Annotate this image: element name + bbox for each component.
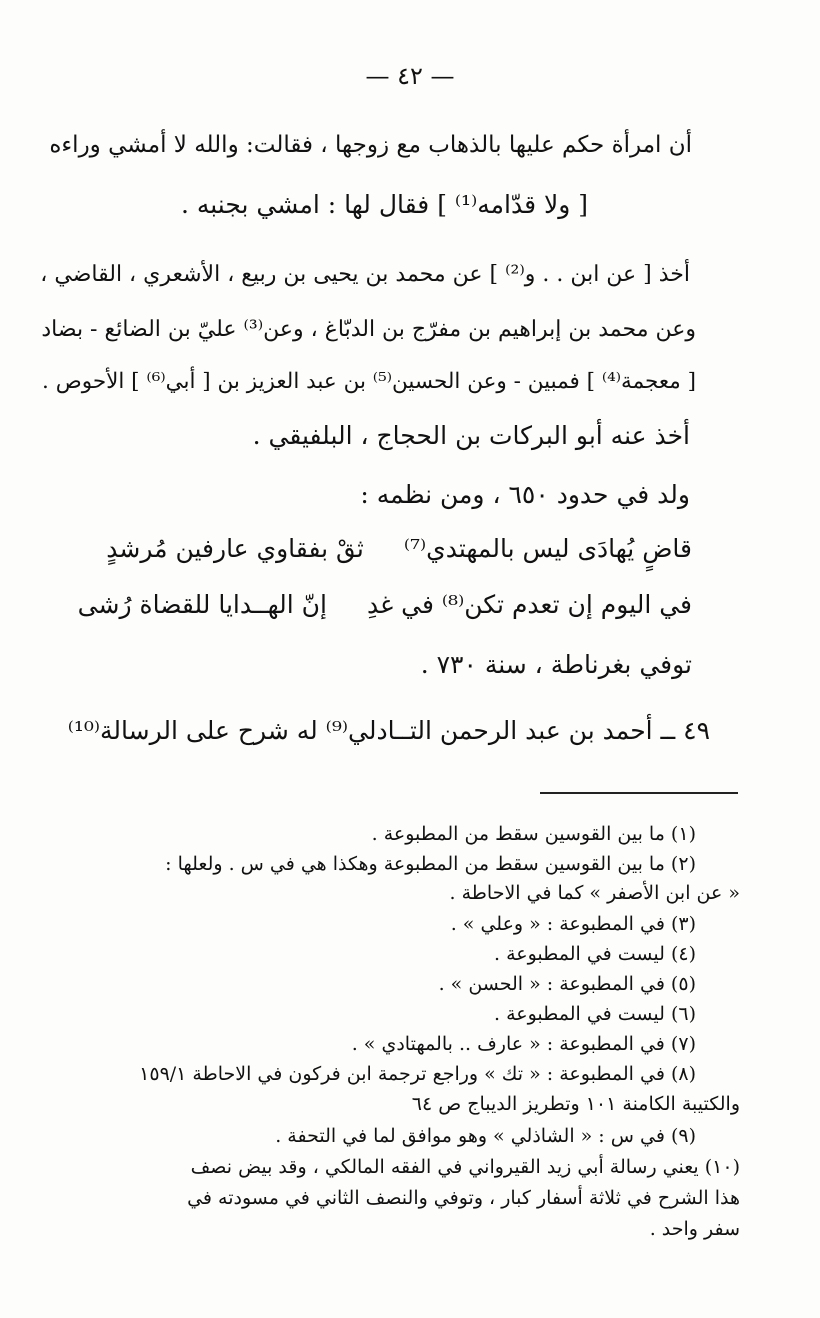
footnote-line: (١٠) يعني رسالة أبي زيد القيرواني في الفقه المالكي ، وقد بيض نصف [190, 1156, 740, 1178]
page-number: — ٤٢ — [365, 62, 455, 90]
text-line: [ ولا قدّامه⁽¹⁾ ] فقال لها : امشي بجنبه . [180, 190, 588, 219]
footnote-line: هذا الشرح في ثلاثة أسفار كبار ، وتوفي والنصف الثاني في مسودته في [187, 1187, 740, 1209]
footnote-line: (٢) ما بين القوسين سقط من المطبوعة وهكذا هي في س . ولعلها : [165, 853, 696, 875]
footnote-line: (١) ما بين القوسين سقط من المطبوعة . [371, 823, 696, 845]
footnote-line: والكتيبة الكامنة ١٠١ وتطريز الديباج ص ٦٤ [411, 1093, 740, 1115]
text-line: أخذ عنه أبو البركات بن الحجاج ، البلفيقي . [252, 421, 690, 450]
text-line: أن امرأة حكم عليها بالذهاب مع زوجها ، فقالت: والله لا أمشي وراءه [49, 132, 692, 158]
text-line: ولد في حدود ٦٥٠ ، ومن نظمه : [360, 480, 690, 509]
footnote-line: (٧) في المطبوعة : « عارف .. بالمهتادي » . [351, 1033, 696, 1055]
footnote-line: (٨) في المطبوعة : « تك » وراجع ترجمة ابن فركون في الاحاطة ١٥٩/١ [139, 1063, 696, 1085]
footnote-line: « عن ابن الأصفر » كما في الاحاطة . [449, 882, 740, 904]
footnote-line: (٣) في المطبوعة : « وعلي » . [450, 913, 696, 935]
text-line: وعن محمد بن إبراهيم بن مفرّج بن الدبّاغ ، وعن⁽³⁾ عليّ بن الضائع - بضاد [41, 317, 696, 342]
poem-hemistich: في اليوم إن تعدم تكن⁽⁸⁾ في غدِ [367, 590, 692, 619]
footnote-separator [540, 792, 738, 794]
text-line: أخذ [ عن ابن . . و⁽²⁾ ] عن محمد بن يحيى بن ربيع ، الأشعري ، القاضي ، [40, 262, 690, 287]
footnote-line: (٤) ليست في المطبوعة . [493, 943, 696, 965]
entry-heading: ٤٩ ــ أحمد بن عبد الرحمن التــادلي⁽⁹⁾ له شرح على الرسالة⁽¹⁰⁾ [67, 716, 710, 745]
poem-hemistich: ثقْ بفقاوي عارفين مُرشدٍ [106, 534, 364, 563]
footnote-line: (٦) ليست في المطبوعة . [493, 1003, 696, 1025]
text-line: توفي بغرناطة ، سنة ٧٣٠ . [420, 650, 692, 679]
poem-verse [78, 588, 692, 622]
poem-hemistich: قاضٍ يُهادَى ليس بالمهتدي⁽⁷⁾ [403, 534, 692, 563]
poem-verse [106, 532, 692, 566]
footnote-line: (٥) في المطبوعة : « الحسن » . [438, 973, 696, 995]
text-line: [ معجمة⁽⁴⁾ ] فمبين - وعن الحسين⁽⁵⁾ بن عبد العزيز بن [ أبي⁽⁶⁾ ] الأحوص . [42, 369, 696, 394]
footnote-line: (٩) في س : « الشاذلي » وهو موافق لما في التحفة . [275, 1125, 696, 1147]
footnote-line: سفر واحد . [649, 1218, 740, 1240]
poem-hemistich: إنّ الهــدايا للقضاة رُشى [77, 590, 327, 619]
